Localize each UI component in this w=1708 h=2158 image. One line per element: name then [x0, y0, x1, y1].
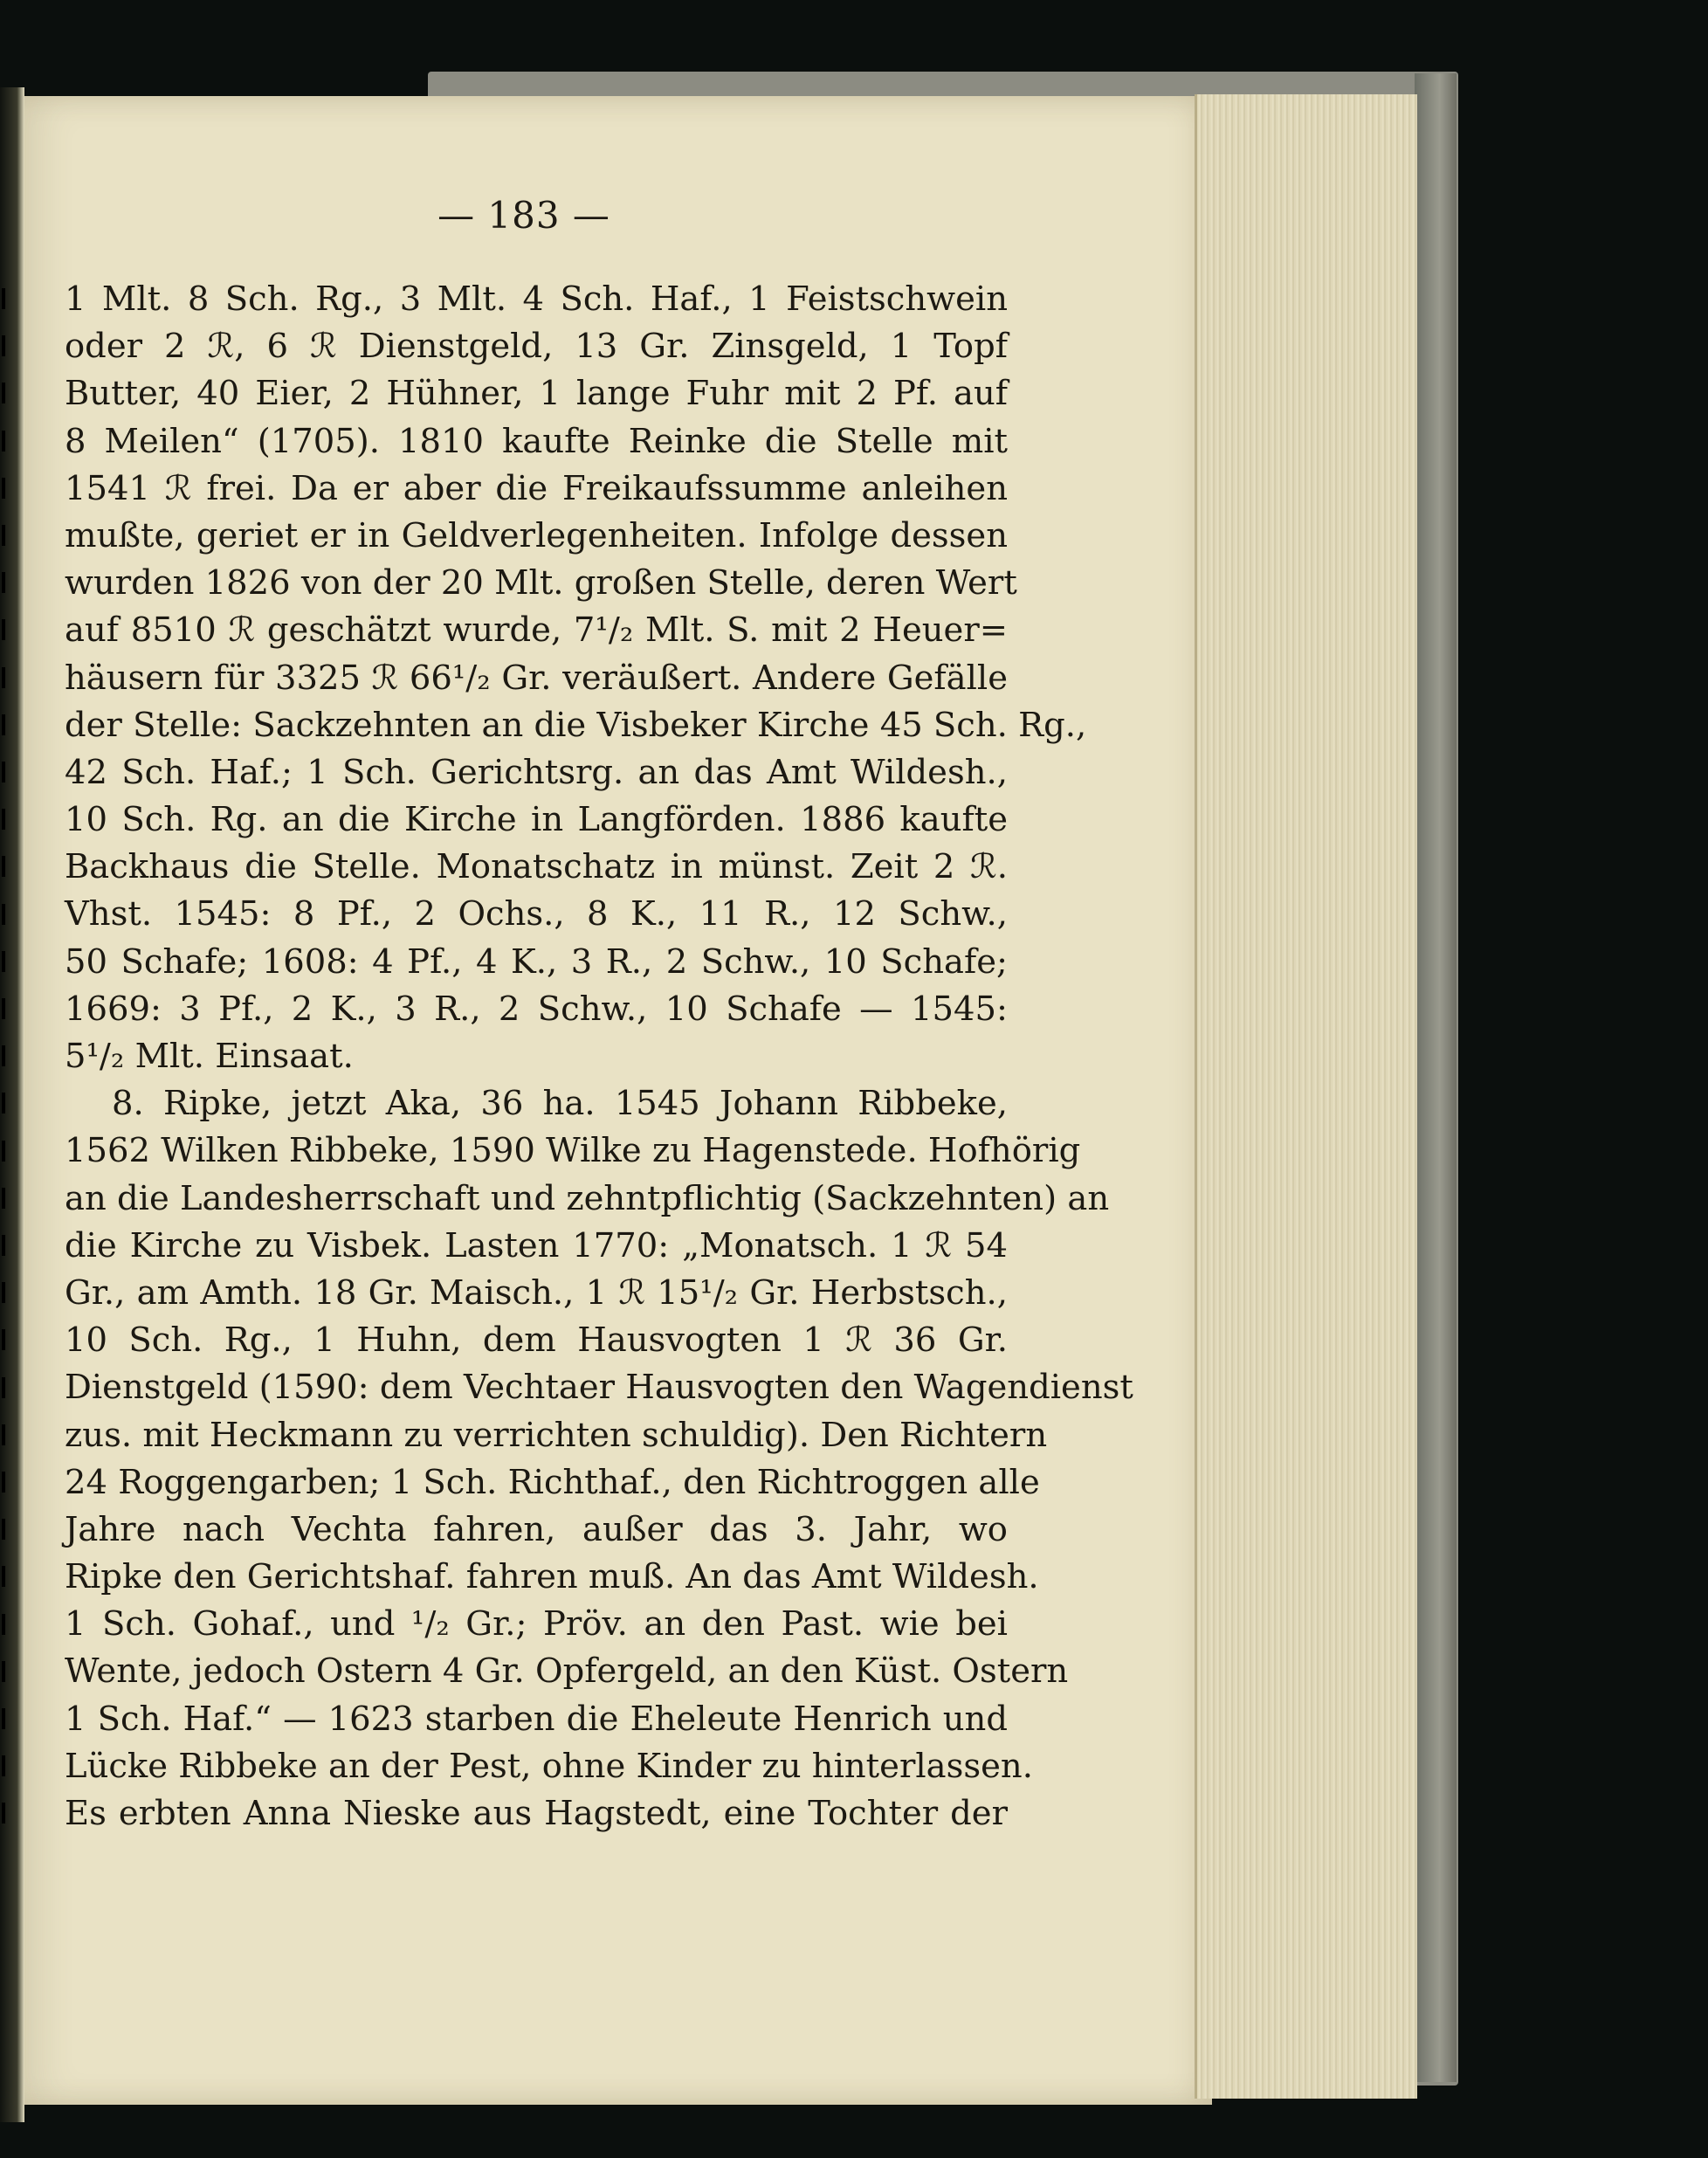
fragment-mark — [2, 1141, 5, 1162]
fragment-mark — [2, 1329, 5, 1350]
fragment-mark — [2, 1519, 5, 1540]
fragment-mark — [2, 1188, 5, 1209]
text-line: Jahre nach Vechta fahren, außer das 3. Jahr, wo — [65, 1509, 1008, 1549]
fragment-mark — [2, 335, 5, 356]
fragment-mark — [2, 1235, 5, 1256]
text-line: die Kirche zu Visbek. Lasten 1770: „Monatsch. 1 ℛ 54 — [65, 1225, 1008, 1265]
fragment-mark — [2, 809, 5, 830]
text-line: 24 Roggengarben; 1 Sch. Richthaf., den Richtroggen alle — [65, 1462, 1040, 1502]
text-line: häusern für 3325 ℛ 66¹/₂ Gr. veräußert. Andere Gefälle — [65, 658, 1008, 698]
text-line: 10 Sch. Rg., 1 Huhn, dem Hausvogten 1 ℛ 36 Gr. — [65, 1320, 1008, 1361]
fragment-mark — [2, 1045, 5, 1066]
fragment-mark — [2, 1708, 5, 1729]
facing-page-text-fragments — [0, 288, 12, 1904]
text-line: Backhaus die Stelle. Monatschatz in münst. Zeit 2 ℛ. — [65, 847, 1008, 887]
text-line: 1669: 3 Pf., 2 K., 3 R., 2 Schw., 10 Schafe — 1545: — [65, 989, 1008, 1029]
fragment-mark — [2, 904, 5, 925]
fragment-mark — [2, 383, 5, 403]
text-line: auf 8510 ℛ geschätzt wurde, 7¹/₂ Mlt. S. mit 2 Heuer= — [65, 610, 1008, 651]
page-text — [65, 276, 1133, 1837]
text-line: 1 Mlt. 8 Sch. Rg., 3 Mlt. 4 Sch. Haf., 1 Feistschwein — [65, 279, 1008, 319]
text-line: 1 Sch. Haf.“ — 1623 starben die Eheleute Henrich und — [65, 1699, 1008, 1739]
page-number: — 183 — — [437, 194, 610, 237]
page-edges — [1195, 94, 1417, 2099]
text-line: Butter, 40 Eier, 2 Hühner, 1 lange Fuhr mit 2 Pf. auf — [65, 374, 1008, 414]
fragment-mark — [2, 525, 5, 546]
fragment-mark — [2, 998, 5, 1019]
text-line: oder 2 ℛ, 6 ℛ Dienstgeld, 13 Gr. Zinsgeld, 1 Topf — [65, 327, 1008, 367]
text-line: Es erbten Anna Nieske aus Hagstedt, eine Tochter der — [65, 1794, 1008, 1833]
fragment-mark — [2, 431, 5, 452]
text-line: 10 Sch. Rg. an die Kirche in Langförden. 1886 kaufte — [65, 800, 1008, 840]
text-line: an die Landesherrschaft und zehntpflichtig (Sackzehnten) an — [65, 1178, 1110, 1218]
fragment-mark — [2, 1661, 5, 1682]
text-line: Lücke Ribbeke an der Pest, ohne Kinder zu hinterlassen. — [65, 1746, 1033, 1786]
text-line: der Stelle: Sackzehnten an die Visbeker Kirche 45 Sch. Rg., — [65, 705, 1087, 745]
text-line: Gr., am Amth. 18 Gr. Maisch., 1 ℛ 15¹/₂ Gr. Herbstsch., — [65, 1272, 1008, 1313]
fragment-mark — [2, 1424, 5, 1445]
fragment-mark — [2, 714, 5, 735]
fragment-mark — [2, 1566, 5, 1587]
text-line: 1 Sch. Gohaf., und ¹/₂ Gr.; Pröv. an den Past. wie bei — [65, 1604, 1008, 1644]
fragment-mark — [2, 619, 5, 640]
text-line: 8 Meilen“ (1705). 1810 kaufte Reinke die Stelle mit — [65, 421, 1008, 461]
fragment-mark — [2, 762, 5, 783]
fragment-mark — [2, 1282, 5, 1303]
text-line: Wente, jedoch Ostern 4 Gr. Opfergeld, an den Küst. Ostern — [65, 1651, 1069, 1692]
fragment-mark — [2, 856, 5, 877]
text-line: wurden 1826 von der 20 Mlt. großen Stelle, deren Wert — [65, 563, 1017, 603]
fragment-mark — [2, 667, 5, 688]
fragment-mark — [2, 951, 5, 972]
fragment-mark — [2, 288, 5, 309]
text-line: 1562 Wilken Ribbeke, 1590 Wilke zu Hagenstede. Hofhörig — [65, 1131, 1081, 1171]
text-line: Ripke den Gerichtshaf. fahren muß. An das Amt Wildesh. — [65, 1557, 1039, 1597]
text-line: Vhst. 1545: 8 Pf., 2 Ochs., 8 K., 11 R., 12 Schw., — [65, 894, 1008, 934]
text-line: Dienstgeld (1590: dem Vechtaer Hausvogten den Wagendienst — [65, 1368, 1133, 1408]
text-line: 50 Schafe; 1608: 4 Pf., 4 K., 3 R., 2 Schw., 10 Schafe; — [65, 941, 1008, 982]
fragment-mark — [2, 1803, 5, 1824]
text-line: zus. mit Heckmann zu verrichten schuldig). Den Richtern — [65, 1415, 1048, 1455]
text-line: 8. Ripke, jetzt Aka, 36 ha. 1545 Johann Ribbeke, — [112, 1084, 1008, 1124]
fragment-mark — [2, 1093, 5, 1113]
text-line: mußte, geriet er in Geldverlegenheiten. Infolge dessen — [65, 515, 1008, 555]
fragment-mark — [2, 1377, 5, 1398]
fragment-mark — [2, 1614, 5, 1635]
text-line: 5¹/₂ Mlt. Einsaat. — [65, 1037, 354, 1076]
fragment-mark — [2, 1472, 5, 1493]
fragment-mark — [2, 1755, 5, 1776]
book-spine-edge — [1415, 73, 1457, 2082]
fragment-mark — [2, 572, 5, 593]
fragment-mark — [2, 478, 5, 499]
text-line: 42 Sch. Haf.; 1 Sch. Gerichtsrg. an das Amt Wildesh., — [65, 752, 1008, 792]
text-line: 1541 ℛ frei. Da er aber die Freikaufssumme anleihen — [65, 468, 1008, 508]
